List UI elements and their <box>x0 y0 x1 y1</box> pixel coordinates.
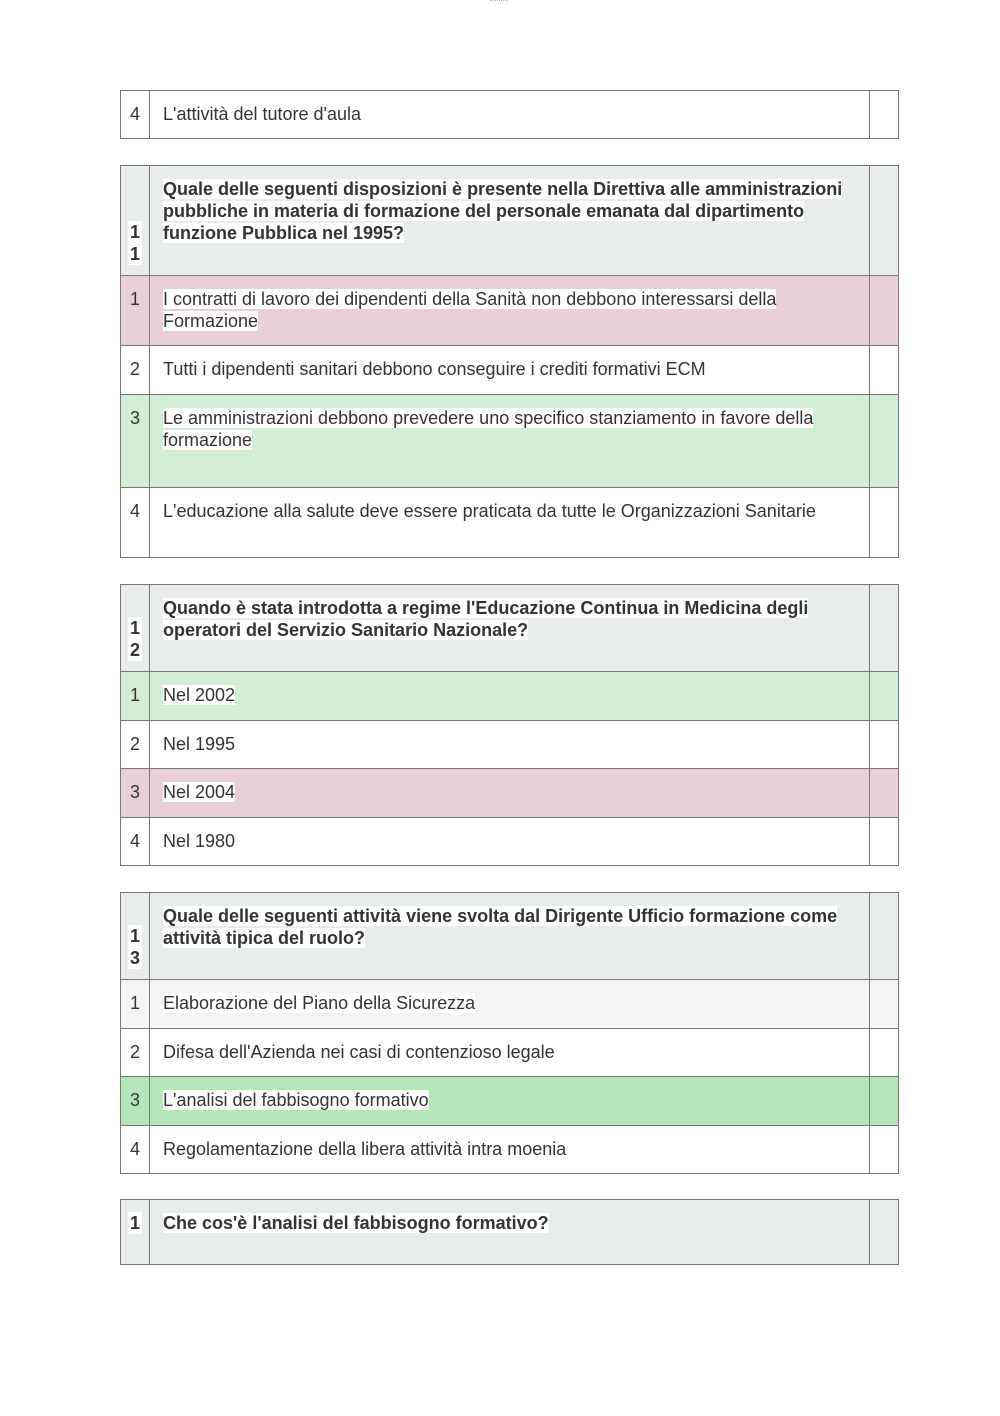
question-table-11 <box>120 165 899 558</box>
answer-checkbox[interactable] <box>870 1029 899 1077</box>
answer-number: 1 <box>121 276 150 346</box>
answer-checkbox[interactable] <box>870 769 899 818</box>
answer-number: 1 <box>121 672 150 721</box>
answer-checkbox[interactable] <box>870 980 899 1029</box>
question-table-13 <box>120 892 899 1174</box>
question-marker <box>870 585 899 672</box>
question-text: Quale delle seguenti disposizioni è presente nella Direttiva alle amministrazioni pubbliche in materia di formazione del personale emanata dal dipartimento funzione Pubblica nel 1995? <box>150 166 870 276</box>
question-number: 1 <box>121 1200 150 1265</box>
question-row <box>121 1200 899 1265</box>
answer-text[interactable]: Nel 1980 <box>150 818 870 866</box>
answer-checkbox[interactable] <box>870 818 899 866</box>
answer-checkbox[interactable] <box>870 91 899 139</box>
answer-text[interactable]: L'educazione alla salute deve essere praticata da tutte le Organizzazioni Sanitarie <box>150 488 870 558</box>
answer-number: 2 <box>121 346 150 395</box>
answer-text[interactable]: Nel 2004 <box>150 769 870 818</box>
question-marker <box>870 893 899 980</box>
question-table-12 <box>120 584 899 866</box>
answer-number: 4 <box>121 91 150 139</box>
answer-text[interactable]: Le amministrazioni debbono prevedere uno specifico stanziamento in favore della formazione <box>150 395 870 488</box>
question-text: Quale delle seguenti attività viene svolta dal Dirigente Ufficio formazione come attività tipica del ruolo? <box>150 893 870 980</box>
answer-row <box>121 1077 899 1126</box>
question-row <box>121 166 899 276</box>
answer-number: 4 <box>121 488 150 558</box>
answer-checkbox[interactable] <box>870 346 899 395</box>
answer-text[interactable]: I contratti di lavoro dei dipendenti della Sanità non debbono interessarsi della Formazione <box>150 276 870 346</box>
question-table-14 <box>120 1199 899 1265</box>
answer-number: 3 <box>121 769 150 818</box>
answer-number: 1 <box>121 980 150 1029</box>
answer-number: 2 <box>121 721 150 769</box>
answer-row <box>121 1029 899 1077</box>
answer-row <box>121 91 899 139</box>
question-number: 1 2 <box>121 585 150 672</box>
answer-checkbox[interactable] <box>870 488 899 558</box>
answer-number: 4 <box>121 818 150 866</box>
answer-checkbox[interactable] <box>870 672 899 721</box>
answer-text[interactable]: Nel 2002 <box>150 672 870 721</box>
question-text: Che cos'è l'analisi del fabbisogno formativo? <box>150 1200 870 1265</box>
answer-row <box>121 488 899 558</box>
question-number: 1 3 <box>121 893 150 980</box>
answer-row <box>121 395 899 488</box>
answer-text[interactable]: L'attività del tutore d'aula <box>150 91 870 139</box>
answer-checkbox[interactable] <box>870 276 899 346</box>
answer-checkbox[interactable] <box>870 1077 899 1126</box>
answer-checkbox[interactable] <box>870 1126 899 1174</box>
answer-row <box>121 818 899 866</box>
answer-number: 4 <box>121 1126 150 1174</box>
question-row <box>121 585 899 672</box>
answer-text[interactable]: Tutti i dipendenti sanitari debbono conseguire i crediti formativi ECM <box>150 346 870 395</box>
answer-number: 3 <box>121 395 150 488</box>
answer-row <box>121 980 899 1029</box>
answer-text[interactable]: Nel 1995 <box>150 721 870 769</box>
answer-number: 2 <box>121 1029 150 1077</box>
question-text: Quando è stata introdotta a regime l'Educazione Continua in Medicina degli operatori del Servizio Sanitario Nazionale? <box>150 585 870 672</box>
question-number: 1 1 <box>121 166 150 276</box>
question-marker <box>870 166 899 276</box>
question-row <box>121 893 899 980</box>
answer-row <box>121 1126 899 1174</box>
answer-row <box>121 721 899 769</box>
question-marker <box>870 1200 899 1265</box>
answer-checkbox[interactable] <box>870 395 899 488</box>
answer-checkbox[interactable] <box>870 721 899 769</box>
answer-text[interactable]: Elaborazione del Piano della Sicurezza <box>150 980 870 1029</box>
answer-number: 3 <box>121 1077 150 1126</box>
page-header-mark <box>490 0 508 4</box>
answer-row <box>121 672 899 721</box>
answer-text[interactable]: L'analisi del fabbisogno formativo <box>150 1077 870 1126</box>
answer-row <box>121 346 899 395</box>
answer-text[interactable]: Difesa dell'Azienda nei casi di contenzioso legale <box>150 1029 870 1077</box>
answer-text[interactable]: Regolamentazione della libera attività intra moenia <box>150 1126 870 1174</box>
question-fragment-table <box>120 90 899 139</box>
answer-row <box>121 769 899 818</box>
answer-row <box>121 276 899 346</box>
